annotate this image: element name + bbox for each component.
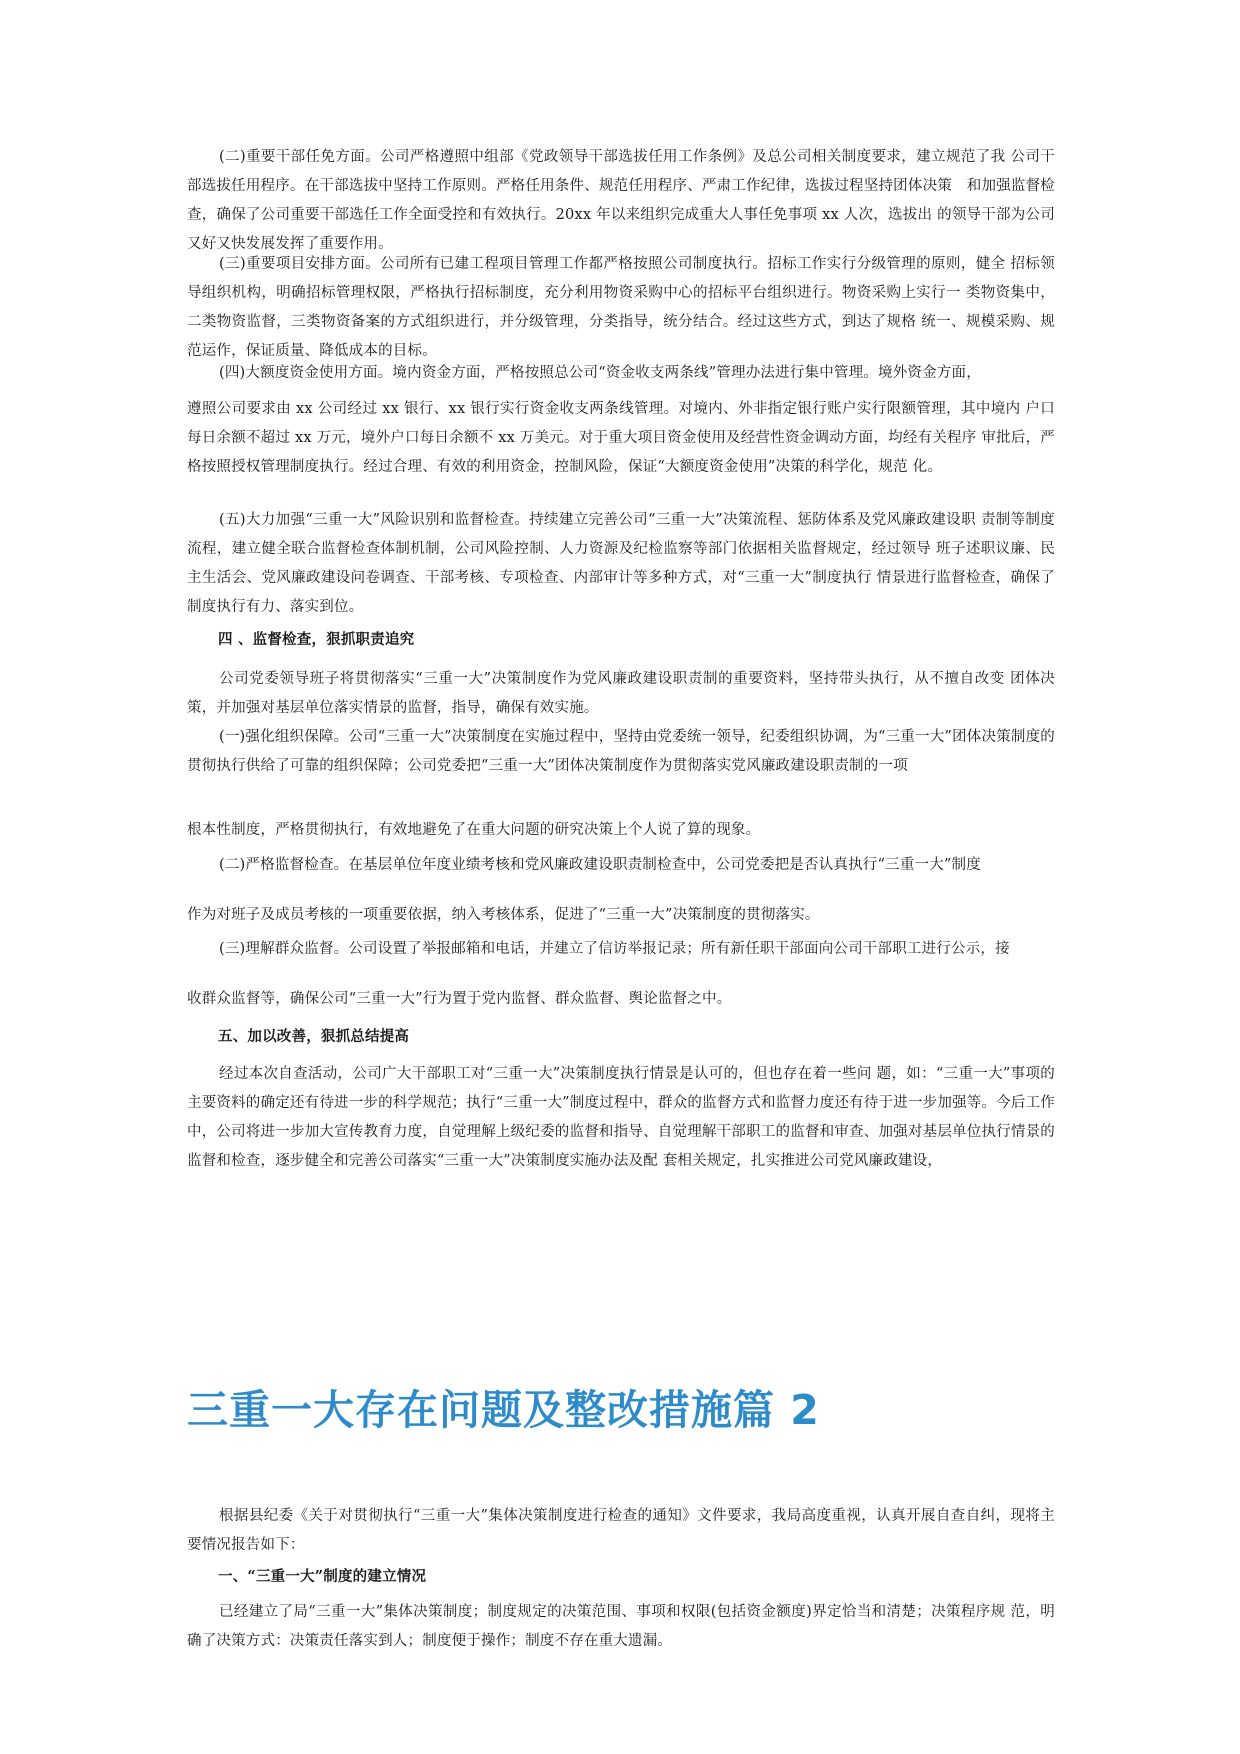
paragraph-decision-system: 已经建立了局“三重一大”集体决策制度；制度规定的决策范围、事项和权限(包括资金额度)界定恰当和清楚；决策程序规 范，明确了决策方式：决策责任落实到人；制度便于操作；制度不存在重大遗漏。 — [187, 1604, 1055, 1649]
paragraph-project-arrangement: (三)重要项目安排方面。公司所有已建工程项目管理工作都严格按照公司制度执行。招标工作实行分级管理的原则，健全 招标领导组织机构，明确招标管理权限，严格执行招标制度，充分利用物资采购中心的招标平台组织进行。物资采购上实行一 类物资集中，二类物资监督，三类物资备案的方式组织进行，并分级管理，分类指导，统分结合。经过这些方式，到达了规格 统一、规模采购、规范运作，保证质量、降低成本的目标。 — [187, 256, 1055, 359]
section-heading-system-established: 一、“三重一大”制度的建立情况 — [218, 1568, 427, 1585]
paragraph-self-inspection-summary: 经过本次自查活动，公司广大干部职工对“三重一大”决策制度执行情景是认可的，但也存在着一些问 题，如：“三重一大”事项的主要资料的确定还有待进一步的科学规范；执行“三重一大”制度过程中，群众的监督方式和监督力度还有待于进一步加强等。今后工作中，公司将进一步加大宣传教育力度，自觉理解上级纪委的监督和指导、自觉理解干部职工的监督和审查、加强对基层单位执行情景的监督和检查，逐步健全和完善公司落实“三重一大”决策制度实施办法及配 套相关规定，扎实推进公司党风廉政建设， — [187, 1066, 1055, 1169]
section-heading-improvement: 五、加以改善，狠抓总结提高 — [218, 1028, 410, 1045]
paragraph-organization-guarantee-cont: 根本性制度，严格贯彻执行，有效地避免了在重大问题的研究决策上个人说了算的现象。 — [187, 822, 761, 838]
paragraph-strict-supervision-cont: 作为对班子及成员考核的一项重要依据，纳入考核体系，促进了“三重一大”决策制度的贯彻落实。 — [187, 907, 820, 923]
paragraph-funds-usage-cont: 遵照公司要求由 xx 公司经过 xx 银行、xx 银行实行资金收支两条线管理。对境内、外非指定银行账户实行限额管理，其中境内 户口每日余额不超过 xx 万元，境外户口每日余额不 xx 万美元。对于重大项目资金使用及经营性资金调动方面，均经有关程序 审批后，严格按照授权管理制度执行。经过合理、有效的利用资金，控制风险，保证“大额度资金使用”决策的科学化，规范 化。 — [187, 401, 1055, 475]
paragraph-funds-usage-line1: (四)大额度资金使用方面。境内资金方面，严格按照总公司“资金收支两条线”管理办法进行集中管理。境外资金方面， — [219, 365, 981, 381]
paragraph-party-leadership: 公司党委领导班子将贯彻落实“三重一大”决策制度作为党风廉政建设职责制的重要资料，坚持带头执行，从不擅自改变 团体决策，并加强对基层单位落实情景的监督，指导，确保有效实施。 — [187, 671, 1055, 716]
paragraph-mass-supervision-cont: 收群众监督等，确保公司“三重一大”行为置于党内监督、群众监督、舆论监督之中。 — [187, 991, 732, 1007]
paragraph-strict-supervision: (二)严格监督检查。在基层单位年度业绩考核和党风廉政建设职责制检查中，公司党委把是否认真执行“三重一大”制度 — [219, 857, 981, 873]
paragraph-organization-guarantee: (一)强化组织保障。公司“三重一大”决策制度在实施过程中，坚持由党委统一领导，纪委组织协调，为“三重一大”团体决策制度的贯彻执行供给了可靠的组织保障；公司党委把“三重一大”团体决策制度作为贯彻落实党风廉政建设职责制的一项 — [187, 729, 1055, 774]
paragraph-personnel-appointment: (二)重要干部任免方面。公司严格遵照中组部《党政领导干部选拔任用工作条例》及总公司相关制度要求，建立规范了我 公司干部选拔任用程序。在干部选拔中坚持工作原则。严格任用条件、规范任用程序、严肃工作纪律，选拔过程坚持团体决策 和加强监督检查，确保了公司重要干部选任工作全面受控和有效执行。20xx 年以来组织完成重大人事任免事项 xx 人次，选拔出 的领导干部为公司又好又快发展发挥了重要作用。 — [187, 149, 1055, 252]
paragraph-risk-supervision: (五)大力加强“三重一大”风险识别和监督检查。持续建立完善公司“三重一大”决策流程、惩防体系及党风廉政建设职 责制等制度流程，建立健全联合监督检查体制机制，公司风险控制、人力资源及纪检监察等部门依据相关监督规定，经过领导 班子述职议廉、民主生活会、党风廉政建设问卷调查、干部考核、专项检查、内部审计等多种方式，对“三重一大”制度执行 情景进行监督检查，确保了制度执行有力、落实到位。 — [187, 512, 1055, 615]
paragraph-county-notice: 根据县纪委《关于对贯彻执行“三重一大”集体决策制度进行检查的通知》文件要求，我局高度重视，认真开展自查自纠，现将主要情况报告如下： — [187, 1508, 1055, 1553]
paragraph-mass-supervision: (三)理解群众监督。公司设置了举报邮箱和电话，并建立了信访举报记录；所有新任职干部面向公司干部职工进行公示，接 — [219, 941, 1010, 957]
article-title: 三重一大存在问题及整改措施篇 2 — [187, 1386, 820, 1434]
section-heading-supervision: 四 、监督检查，狠抓职责追究 — [218, 631, 415, 648]
